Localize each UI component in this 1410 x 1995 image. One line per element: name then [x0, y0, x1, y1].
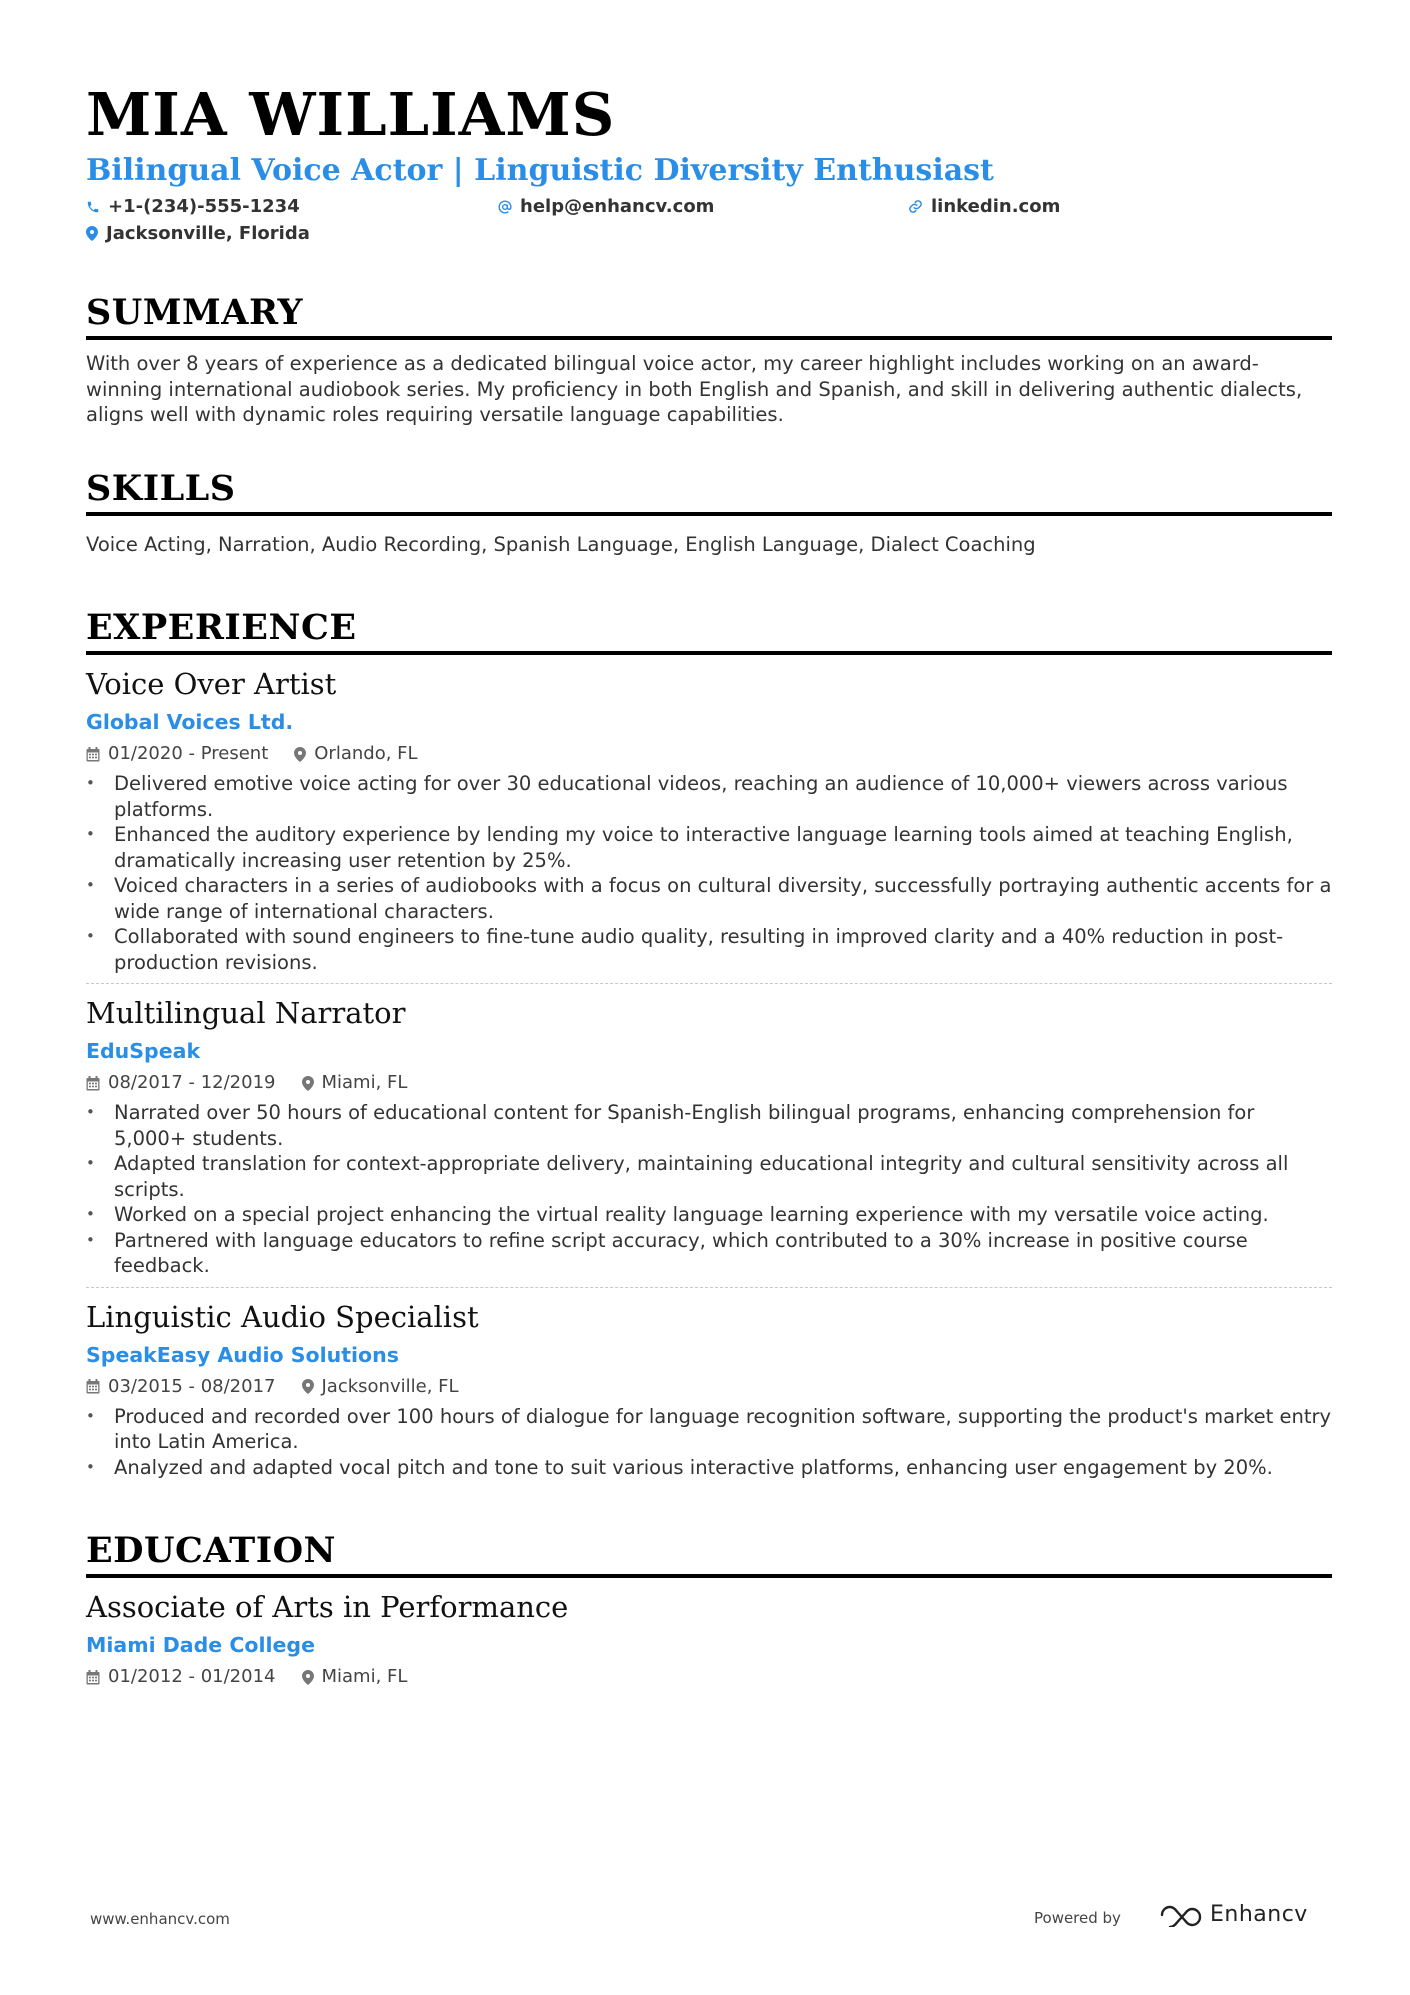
location-pin-icon: [86, 226, 98, 241]
job-meta: [86, 1069, 1332, 1097]
job-meta: [86, 740, 1332, 768]
email-text: help@enhancv.com: [520, 196, 715, 217]
degree-title: Associate of Arts in Performance: [86, 1590, 569, 1624]
education-heading: EDUCATION: [86, 1530, 1332, 1578]
list-item: • Partnered with language educators to refine script accuracy, which contributed to a 30% increase in positive course feedback.: [86, 1228, 1332, 1279]
list-item: • Worked on a special project enhancing the virtual reality language learning experience with my versatile voice acting.: [86, 1202, 1332, 1228]
experience-entry: [86, 983, 1332, 1287]
education-entry: [86, 1578, 1332, 1699]
list-item: • Voiced characters in a series of audiobooks with a focus on cultural diversity, successfully portraying authentic accents for a wide range of international characters.: [86, 873, 1332, 924]
job-location-text: Miami, FL: [321, 1072, 408, 1093]
phone-text: +1-(234)-555-1234: [108, 196, 300, 217]
skills-text: Voice Acting, Narration, Audio Recording, Spanish Language, English Language, Dialect Coaching: [86, 532, 1036, 556]
experience-heading: EXPERIENCE: [86, 607, 1332, 655]
contact-info: [86, 192, 1332, 248]
job-dates: [86, 1373, 276, 1401]
resume-header: [86, 80, 1332, 248]
school-name: Miami Dade College: [86, 1633, 316, 1657]
contact-email[interactable]: [498, 196, 714, 217]
at-sign-icon: [498, 200, 512, 214]
list-item: • Analyzed and adapted vocal pitch and tone to suit various interactive platforms, enhancing user engagement by 20%.: [86, 1455, 1332, 1481]
summary-heading: SUMMARY: [86, 292, 1332, 340]
page-footer: [0, 1902, 1410, 1936]
education-location: [302, 1663, 408, 1691]
job-bullets: [86, 1100, 1332, 1279]
job-dates-text: 01/2020 - Present: [108, 743, 269, 764]
list-item: • Delivered emotive voice acting for over 30 educational videos, reaching an audience of 10,000+ viewers across various platforms.: [86, 771, 1332, 822]
education-meta: [86, 1663, 1332, 1691]
company-name: SpeakEasy Audio Solutions: [86, 1342, 399, 1367]
job-location: [294, 740, 417, 768]
job-location-text: Orlando, FL: [314, 743, 418, 764]
location-text: Jacksonville, Florida: [106, 223, 310, 244]
contact-linkedin[interactable]: [908, 196, 1060, 217]
footer-brand-name: Enhancv: [1210, 1902, 1308, 1927]
linkedin-text: linkedin.com: [931, 196, 1061, 217]
location-pin-icon: [302, 1670, 314, 1685]
education-section: [86, 1530, 1332, 1699]
footer-powered-by: Powered by: [1034, 1909, 1121, 1927]
job-title: Voice Over Artist: [86, 667, 337, 701]
candidate-headline: Bilingual Voice Actor | Linguistic Diversity Enthusiast: [86, 153, 994, 188]
footer-brand[interactable]: [1158, 1902, 1308, 1927]
job-dates-text: 03/2015 - 08/2017: [108, 1375, 276, 1397]
list-item: • Produced and recorded over 100 hours of dialogue for language recognition software, supporting the product's market entry into Latin America.: [86, 1404, 1332, 1455]
list-item: • Narrated over 50 hours of educational content for Spanish-English bilingual programs, enhancing comprehension for 5,000+ students.: [86, 1100, 1332, 1151]
education-dates: [86, 1663, 276, 1691]
candidate-name: MIA WILLIAMS: [86, 80, 616, 149]
company-name: Global Voices Ltd.: [86, 710, 294, 734]
job-meta: [86, 1373, 1332, 1401]
calendar-icon: [86, 747, 100, 762]
phone-icon: [86, 200, 100, 214]
list-item: • Adapted translation for context-appropriate delivery, maintaining educational integrity and cultural sensitivity across all scripts.: [86, 1151, 1332, 1202]
calendar-icon: [86, 1379, 100, 1394]
footer-website-link[interactable]: www.enhancv.com: [90, 1910, 230, 1928]
skills-heading: SKILLS: [86, 468, 1332, 516]
location-pin-icon: [302, 1379, 314, 1394]
job-location: [302, 1069, 408, 1097]
experience-section: [86, 607, 1332, 1488]
resume-page: [86, 80, 1332, 1699]
job-title: Linguistic Audio Specialist: [86, 1299, 479, 1334]
list-item: • Collaborated with sound engineers to fine-tune audio quality, resulting in improved clarity and a 40% reduction in post-production revisions.: [86, 924, 1332, 975]
link-icon: [908, 199, 923, 214]
job-dates: [86, 1069, 276, 1097]
contact-phone[interactable]: [86, 196, 300, 217]
job-dates: [86, 740, 268, 768]
job-dates-text: 08/2017 - 12/2019: [108, 1072, 276, 1093]
contact-location: [86, 223, 310, 244]
job-bullets: [86, 771, 1332, 975]
summary-text: With over 8 years of experience as a dedicated bilingual voice actor, my career highlight includes working on an award-winning international audiobook series. My proficiency in both English and Spanish, and skill in delivering authentic dialects, aligns well with dynamic roles requiring versatile language capabilities.: [86, 352, 1303, 426]
job-bullets: [86, 1404, 1332, 1481]
calendar-icon: [86, 1670, 100, 1685]
skills-section: [86, 468, 1332, 558]
summary-section: [86, 292, 1332, 428]
experience-entry: [86, 1287, 1332, 1489]
job-location-text: Jacksonville, FL: [321, 1375, 459, 1397]
calendar-icon: [86, 1076, 100, 1091]
job-title: Multilingual Narrator: [86, 996, 406, 1030]
location-pin-icon: [294, 747, 306, 762]
experience-entry: [86, 655, 1332, 983]
list-item: • Enhanced the auditory experience by lending my voice to interactive language learning tools aimed at teaching English, dramatically increasing user retention by 25%.: [86, 822, 1332, 873]
education-location-text: Miami, FL: [321, 1666, 408, 1687]
job-location: [302, 1373, 459, 1401]
location-pin-icon: [302, 1076, 314, 1091]
enhancv-logo-icon: [1158, 1903, 1204, 1927]
education-dates-text: 01/2012 - 01/2014: [108, 1666, 276, 1687]
company-name: EduSpeak: [86, 1039, 201, 1063]
